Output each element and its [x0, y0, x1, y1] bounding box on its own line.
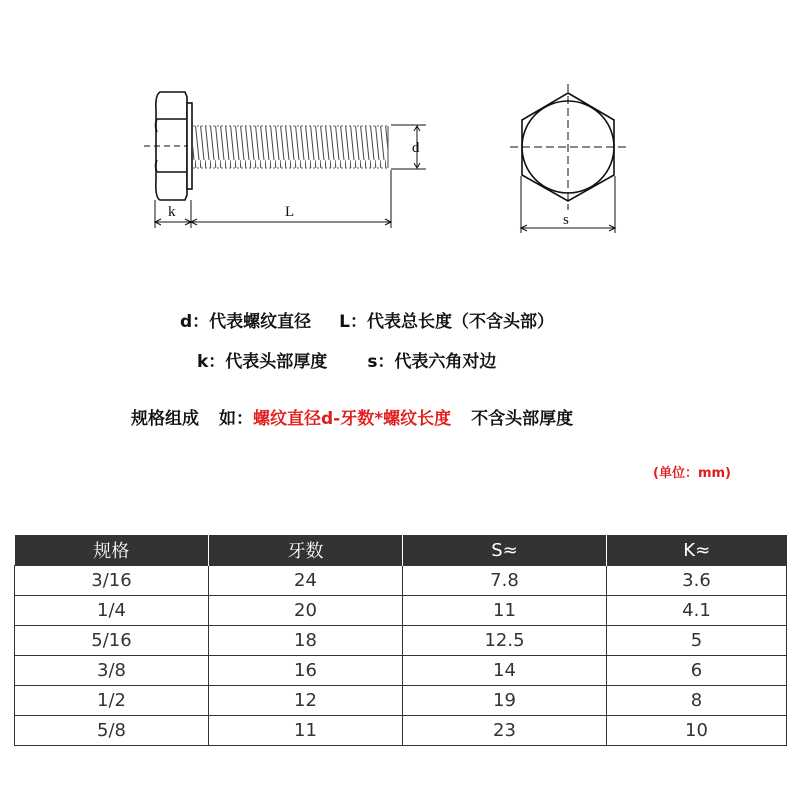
table-row	[15, 686, 787, 716]
table-row	[15, 626, 787, 656]
composition-line	[131, 404, 573, 429]
cell-tpi: 18	[209, 626, 403, 656]
table-row	[15, 656, 787, 686]
label-d: d	[412, 140, 420, 156]
table-row	[15, 716, 787, 746]
composition-formula: 螺纹直径d-牙数*螺纹长度	[253, 409, 452, 429]
legend-line-1	[180, 307, 554, 332]
cell-spec: 5/16	[15, 626, 209, 656]
cell-tpi: 20	[209, 596, 403, 626]
table-row	[15, 566, 787, 596]
legend-k: k：代表头部厚度	[197, 352, 328, 372]
table-row	[15, 596, 787, 626]
header-k: K≈	[607, 535, 787, 566]
legend-s: s：代表六角对边	[367, 352, 497, 372]
cell-k: 5	[607, 626, 787, 656]
cell-tpi: 11	[209, 716, 403, 746]
cell-k: 3.6	[607, 566, 787, 596]
composition-note: 不含头部厚度	[471, 409, 574, 429]
bolt-diagram	[0, 0, 800, 260]
header-tpi: 牙数	[209, 535, 403, 566]
spec-table	[14, 535, 787, 746]
label-k: k	[168, 204, 176, 220]
cell-s: 19	[403, 686, 607, 716]
cell-k: 10	[607, 716, 787, 746]
cell-tpi: 16	[209, 656, 403, 686]
end-view	[510, 84, 626, 233]
legend-d: d：代表螺纹直径	[180, 312, 312, 332]
cell-s: 23	[403, 716, 607, 746]
label-L: L	[285, 204, 295, 220]
cell-tpi: 12	[209, 686, 403, 716]
cell-s: 7.8	[403, 566, 607, 596]
table-header-row	[15, 535, 787, 566]
cell-k: 8	[607, 686, 787, 716]
cell-spec: 5/8	[15, 716, 209, 746]
cell-spec: 3/8	[15, 656, 209, 686]
cell-tpi: 24	[209, 566, 403, 596]
header-s: S≈	[403, 535, 607, 566]
cell-spec: 3/16	[15, 566, 209, 596]
cell-k: 6	[607, 656, 787, 686]
cell-spec: 1/4	[15, 596, 209, 626]
cell-s: 11	[403, 596, 607, 626]
cell-s: 12.5	[403, 626, 607, 656]
composition-example-label: 如：	[219, 409, 253, 429]
cell-spec: 1/2	[15, 686, 209, 716]
legend-line-2	[197, 347, 496, 372]
label-s: s	[563, 212, 569, 228]
cell-s: 14	[403, 656, 607, 686]
legend-L: L：代表总长度（不含头部）	[339, 312, 555, 332]
cell-k: 4.1	[607, 596, 787, 626]
unit-note: (单位：mm)	[653, 466, 731, 481]
header-spec: 规格	[15, 535, 209, 566]
composition-prefix: 规格组成	[131, 409, 199, 429]
